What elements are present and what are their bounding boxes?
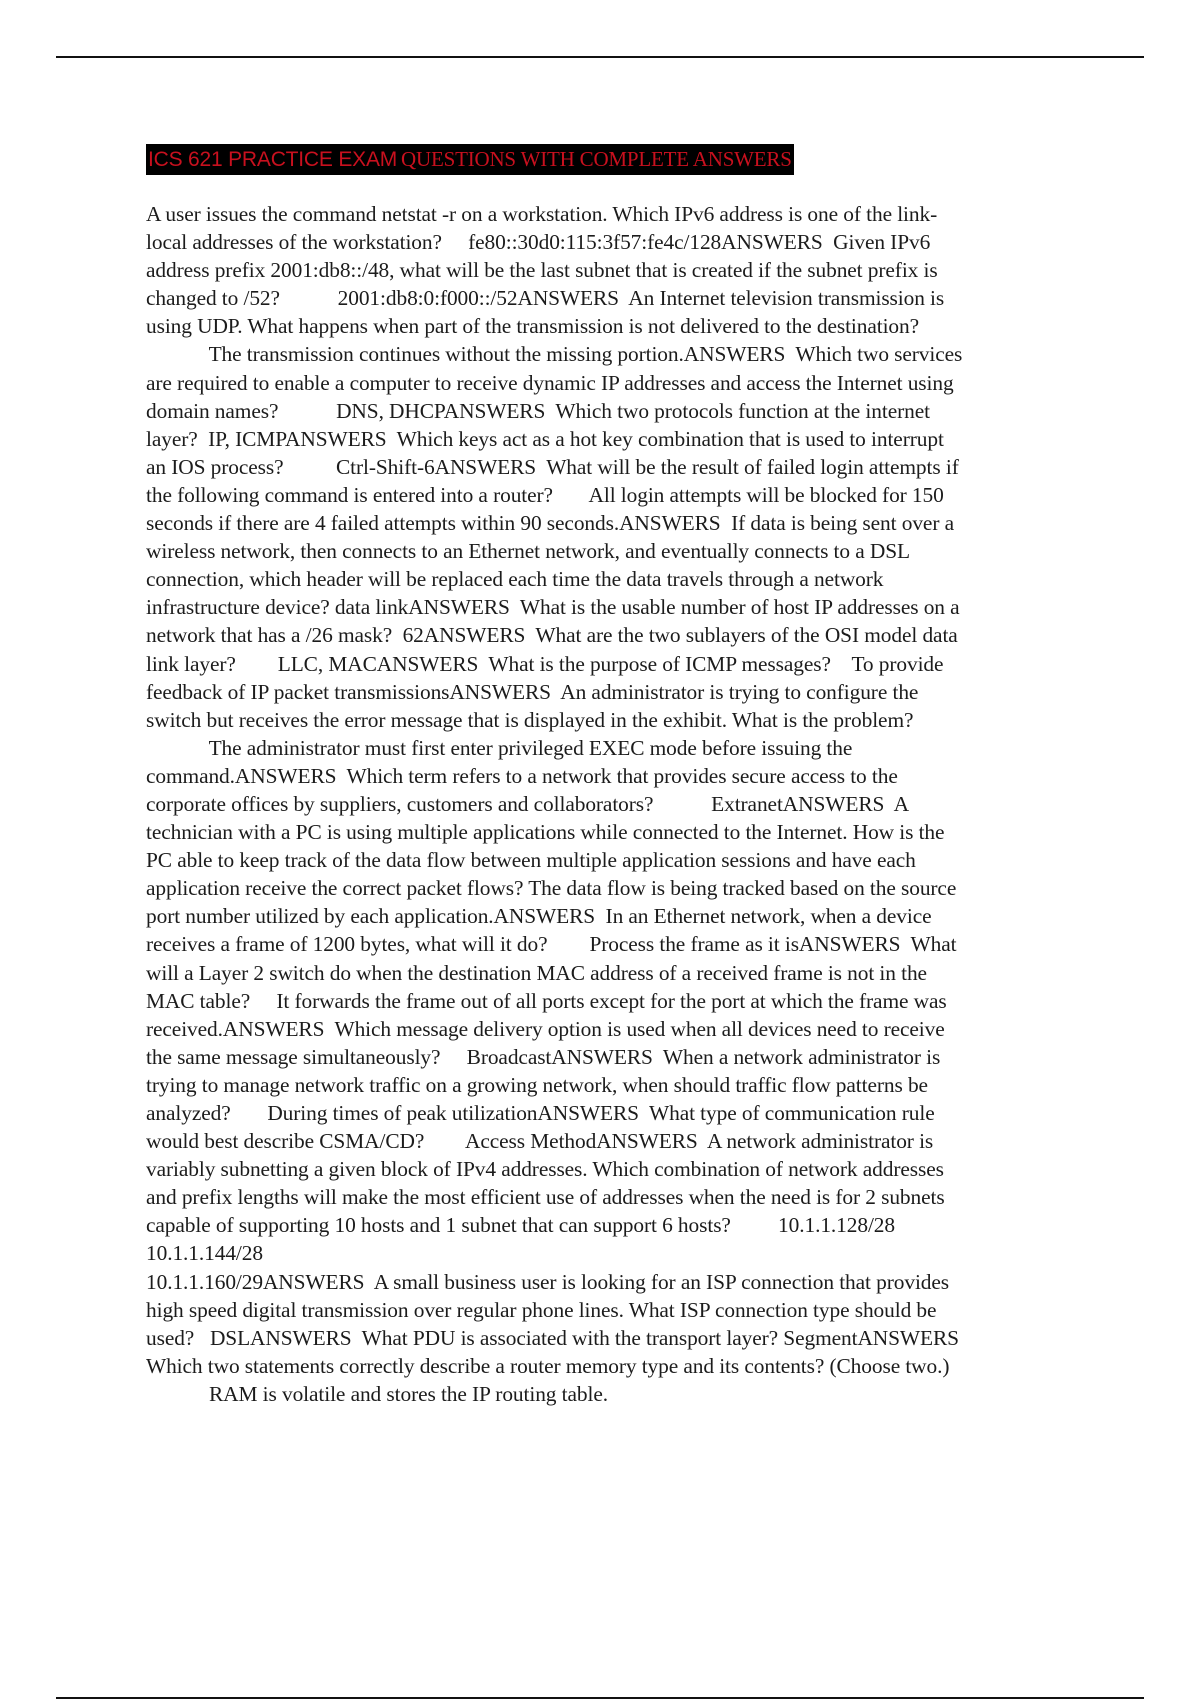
body-line: infrastructure device? data linkANSWERS What is the usable number of host IP addresses on a — [146, 595, 960, 620]
body-line: address prefix 2001:db8::/48, what will be the last subnet that is created if the subnet prefix is — [146, 258, 938, 283]
body-line: received.ANSWERS Which message delivery option is used when all devices need to receive — [146, 1016, 945, 1041]
document-title — [146, 144, 794, 175]
body-line: capable of supporting 10 hosts and 1 subnet that can support 6 hosts? 10.1.1.128/28 — [146, 1213, 895, 1238]
body-line: link layer? LLC, MACANSWERS What is the purpose of ICMP messages? To provide — [146, 651, 944, 676]
body-line: PC able to keep track of the data flow between multiple application sessions and have each — [146, 848, 916, 873]
body-line: 10.1.1.144/28 — [146, 1241, 263, 1266]
body-line: analyzed? During times of peak utilizationANSWERS What type of communication rule — [146, 1101, 935, 1125]
body-line: 10.1.1.160/29ANSWERS A small business user is looking for an ISP connection that provides — [146, 1269, 950, 1294]
body-line: technician with a PC is using multiple applications while connected to the Internet. How is the — [146, 820, 945, 845]
body-line: MAC table? It forwards the frame out of all ports except for the port at which the frame was — [146, 988, 947, 1013]
body-line: Which two statements correctly describe a router memory type and its contents? (Choose two.) — [146, 1353, 950, 1378]
body-line: used? DSLANSWERS What PDU is associated with the transport layer? SegmentANSWERS — [146, 1325, 959, 1350]
body-line: changed to /52? 2001:db8:0:f000::/52ANSWERS An Internet television transmission is — [146, 286, 945, 311]
bottom-rule — [56, 1697, 1144, 1699]
body-line: high speed digital transmission over regular phone lines. What ISP connection type should be — [146, 1297, 937, 1322]
body-line: switch but receives the error message that is displayed in the exhibit. What is the problem? — [146, 707, 914, 732]
body-line: would best describe CSMA/CD? Access MethodANSWERS A network administrator is — [146, 1129, 934, 1154]
top-rule — [56, 56, 1144, 58]
body-line: application receive the correct packet flows? The data flow is being tracked based on the source — [146, 876, 957, 901]
body-line: the same message simultaneously? BroadcastANSWERS When a network administrator is — [146, 1044, 941, 1069]
body-line: using UDP. What happens when part of the transmission is not delivered to the destination? — [146, 314, 920, 339]
body-line: port number utilized by each application.ANSWERS In an Ethernet network, when a device — [146, 904, 932, 929]
title-course-code: ICS 621 PRACTICE EXAM — [148, 148, 398, 171]
body-line: and prefix lengths will make the most efficient use of addresses when the need is for 2 subnets — [146, 1185, 945, 1210]
body-line: layer? IP, ICMPANSWERS Which keys act as a hot key combination that is used to interrupt — [146, 426, 944, 451]
document-body — [146, 200, 1086, 1408]
body-line: receives a frame of 1200 bytes, what will it do? Process the frame as it isANSWERS What — [146, 932, 957, 957]
body-line: A user issues the command netstat -r on a workstation. Which IPv6 address is one of the link- — [146, 202, 938, 226]
body-line: The administrator must first enter privileged EXEC mode before issuing the — [146, 735, 853, 760]
title-subtitle: QUESTIONS WITH COMPLETE ANSWERS — [401, 147, 792, 171]
body-line: local addresses of the workstation? fe80::30d0:115:3f57:fe4c/128ANSWERS Given IPv6 — [146, 230, 931, 255]
body-line: domain names? DNS, DHCPANSWERS Which two protocols function at the internet — [146, 398, 930, 423]
body-line: connection, which header will be replaced each time the data travels through a network — [146, 567, 884, 592]
body-line: network that has a /26 mask? 62ANSWERS What are the two sublayers of the OSI model data — [146, 623, 958, 648]
body-line: RAM is volatile and stores the IP routing table. — [146, 1381, 608, 1406]
body-line: corporate offices by suppliers, customers and collaborators? ExtranetANSWERS A — [146, 791, 909, 816]
body-line: an IOS process? Ctrl-Shift-6ANSWERS What will be the result of failed login attempts if — [146, 454, 959, 479]
body-line: seconds if there are 4 failed attempts within 90 seconds.ANSWERS If data is being sent over a — [146, 511, 954, 536]
body-line: variably subnetting a given block of IPv4 addresses. Which combination of network addresses — [146, 1157, 944, 1182]
body-line: trying to manage network traffic on a growing network, when should traffic flow patterns be — [146, 1072, 928, 1097]
body-line: wireless network, then connects to an Ethernet network, and eventually connects to a DSL — [146, 539, 911, 564]
body-line: command.ANSWERS Which term refers to a network that provides secure access to the — [146, 763, 898, 788]
body-line: the following command is entered into a router? All login attempts will be blocked for 150 — [146, 482, 944, 507]
body-line: will a Layer 2 switch do when the destination MAC address of a received frame is not in the — [146, 960, 927, 985]
body-line: The transmission continues without the missing portion.ANSWERS Which two services — [146, 342, 963, 367]
body-line: feedback of IP packet transmissionsANSWERS An administrator is trying to configure the — [146, 679, 919, 704]
body-line: are required to enable a computer to receive dynamic IP addresses and access the Internet using — [146, 370, 954, 395]
